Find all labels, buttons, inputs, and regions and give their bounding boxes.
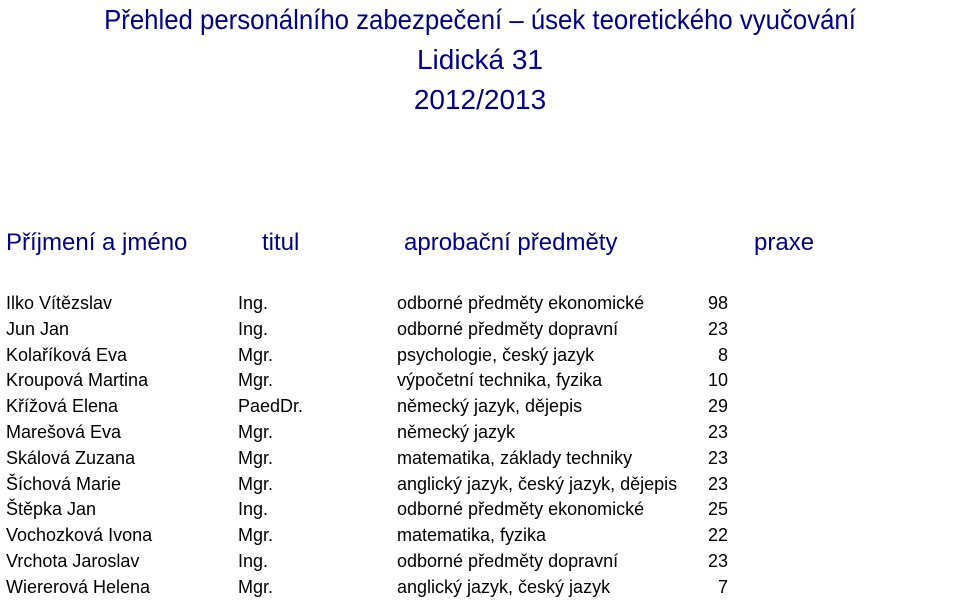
document-title [0, 0, 960, 120]
cell-praxe: 23 [707, 447, 728, 468]
cell-aprobace: psychologie, český jazyk [397, 344, 595, 365]
title-address: Lidická 31 [416, 44, 544, 75]
cell-aprobace: matematika, fyzika [397, 525, 547, 546]
cell-titul: Mgr. [238, 370, 274, 391]
table-row [0, 393, 960, 419]
cell-name: Skálová Zuzana [6, 447, 136, 468]
cell-name: Kroupová Martina [6, 370, 149, 391]
header-aprobace: aprobační předměty [404, 229, 618, 256]
cell-praxe: 8 [717, 344, 728, 365]
cell-titul: Ing. [238, 318, 269, 339]
cell-name: Vrchota Jaroslav [6, 550, 140, 571]
cell-aprobace: německý jazyk, dějepis [397, 396, 583, 417]
header-praxe: praxe [754, 229, 815, 256]
table-row [0, 471, 960, 497]
cell-name: Křížová Elena [6, 396, 119, 417]
table-header [0, 227, 960, 259]
cell-praxe: 23 [707, 318, 728, 339]
cell-name: Kolaříková Eva [6, 344, 128, 365]
table-row [0, 316, 960, 342]
cell-name: Vochozková Ivona [6, 525, 153, 546]
cell-name: Ilko Vítězslav [6, 293, 113, 313]
cell-aprobace: odborné předměty ekonomické [397, 499, 645, 520]
cell-name: Wiererová Helena [6, 576, 151, 597]
cell-aprobace: německý jazyk [397, 421, 516, 442]
table-row [0, 445, 960, 471]
cell-aprobace: výpočetní technika, fyzika [397, 370, 603, 391]
cell-titul: Ing. [238, 550, 269, 571]
header-name: Příjmení a jméno [6, 229, 188, 256]
table-row [0, 574, 960, 600]
header-titul: titul [262, 229, 300, 256]
cell-praxe: 7 [717, 576, 728, 597]
cell-name: Šíchová Marie [6, 473, 122, 494]
cell-aprobace: odborné předměty ekonomické [397, 293, 645, 313]
cell-aprobace: anglický jazyk, český jazyk, dějepis [397, 473, 678, 494]
cell-titul: PaedDr. [238, 396, 304, 417]
cell-titul: Ing. [238, 499, 269, 520]
cell-praxe: 23 [707, 473, 728, 494]
cell-aprobace: anglický jazyk, český jazyk [397, 576, 611, 597]
cell-titul: Ing. [238, 293, 269, 313]
table-row [0, 522, 960, 548]
table-row [0, 342, 960, 368]
cell-titul: Mgr. [238, 473, 274, 494]
title-school-year: 2012/2013 [413, 84, 547, 115]
cell-name: Jun Jan [6, 318, 70, 339]
cell-praxe: 10 [707, 370, 728, 391]
cell-name: Marešová Eva [6, 421, 122, 442]
cell-titul: Mgr. [238, 576, 274, 597]
table-row [0, 419, 960, 445]
cell-praxe: 23 [707, 550, 728, 571]
cell-praxe: 98 [707, 293, 728, 313]
table-row [0, 496, 960, 522]
table-row [0, 290, 960, 316]
cell-titul: Mgr. [238, 344, 274, 365]
cell-titul: Mgr. [238, 421, 274, 442]
cell-titul: Mgr. [238, 447, 274, 468]
table-row [0, 548, 960, 574]
cell-aprobace: odborné předměty dopravní [397, 550, 619, 571]
table-row [0, 367, 960, 393]
cell-praxe: 22 [707, 525, 728, 546]
cell-praxe: 25 [707, 499, 728, 520]
title-main: Přehled personálního zabezpečení – úsek teoretického vyučování [104, 4, 856, 35]
staff-table [0, 290, 960, 600]
cell-name: Štěpka Jan [6, 499, 97, 520]
cell-titul: Mgr. [238, 525, 274, 546]
cell-praxe: 23 [707, 421, 728, 442]
cell-praxe: 29 [707, 396, 728, 417]
cell-aprobace: odborné předměty dopravní [397, 318, 619, 339]
cell-aprobace: matematika, základy techniky [397, 447, 633, 468]
